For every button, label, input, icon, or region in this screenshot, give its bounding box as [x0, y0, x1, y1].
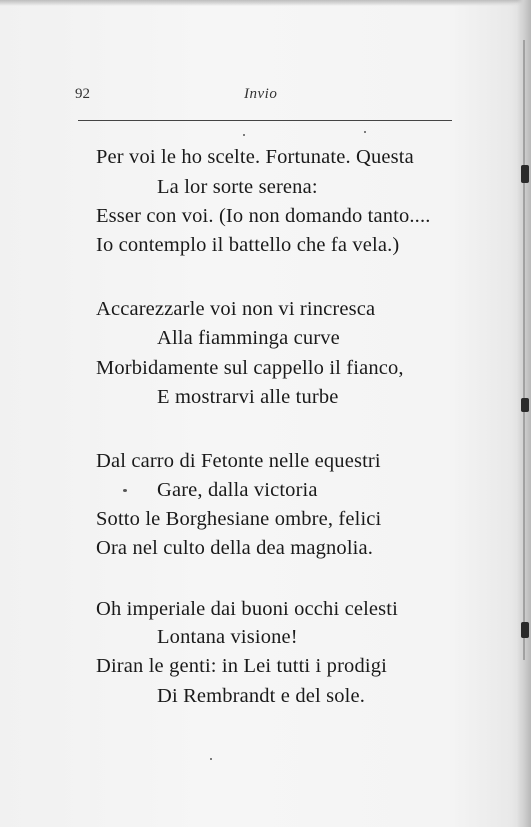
poem-line: Sotto le Borghesiane ombre, felici — [96, 508, 382, 530]
poem-line: Dal carro di Fetonte nelle equestri — [96, 450, 381, 472]
poem-line: Diran le genti: in Lei tutti i prodigi — [96, 655, 387, 677]
poem-line: Accarezzarle voi non vi rincresca — [96, 298, 376, 320]
poem-line: Alla fiamminga curve — [157, 327, 340, 349]
paper-speck — [364, 131, 366, 133]
poem-line: La lor sorte serena: — [157, 176, 318, 198]
running-title: Invio — [244, 86, 278, 102]
paper-speck — [123, 489, 127, 492]
poem-line: Di Rembrandt e del sole. — [157, 685, 365, 707]
poem-line: Gare, dalla victoria — [157, 479, 318, 501]
page-number: 92 — [75, 86, 90, 102]
poem-line: Morbidamente sul cappello il fianco, — [96, 357, 404, 379]
poem-line: Per voi le ho scelte. Fortunate. Questa — [96, 146, 414, 168]
paper-speck — [210, 758, 212, 760]
poem-line: Io contemplo il battello che fa vela.) — [96, 234, 400, 256]
poem-line: Lontana visione! — [157, 626, 298, 648]
poem-line: E mostrarvi alle turbe — [157, 386, 339, 408]
poem-line: Esser con voi. (Io non domando tanto.... — [96, 205, 431, 227]
poem-line: Oh imperiale dai buoni occhi celesti — [96, 598, 398, 620]
paper-speck — [243, 134, 245, 136]
poem-line: Ora nel culto della dea magnolia. — [96, 537, 374, 559]
